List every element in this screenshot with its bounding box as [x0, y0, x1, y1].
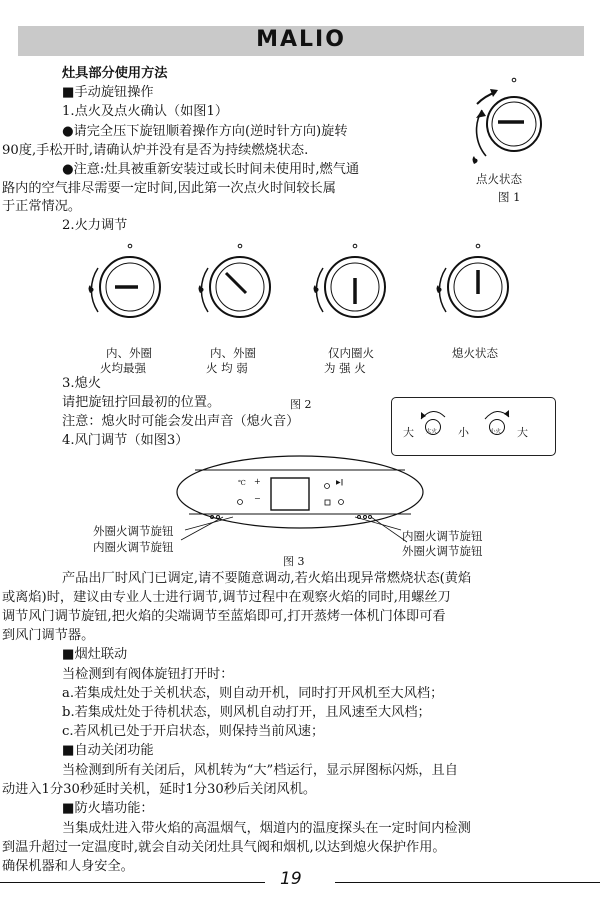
- manual-op-heading: ■手动旋钮操作: [62, 85, 154, 100]
- extinguish-title: 3.熄火: [62, 376, 101, 391]
- fig3-label-right-inner: 内圈火调节旋钮: [402, 529, 483, 543]
- fig3-control-panel: [175, 450, 425, 530]
- firewall-title: ■防火墙功能：: [62, 801, 154, 816]
- fig3-play: ▶‖: [336, 479, 344, 486]
- firewall-text: 当集成灶进入带火焰的高温烟气，烟道内的温度探头在一定时间内检测: [62, 821, 471, 836]
- knob-label: 熄火状态: [452, 346, 498, 360]
- fig2-big-fire: 大火: [426, 429, 438, 435]
- autooff-title: ■自动关闭功能: [62, 743, 154, 758]
- brand-logo: MALIO: [256, 27, 346, 52]
- autooff-text: 当检测到所有关闭后，风机转为“大”档运行，显示屏图标闪烁，且自: [62, 763, 458, 778]
- fig3-label-right-outer: 外圈火调节旋钮: [402, 544, 483, 558]
- fig2-big: 大: [403, 426, 414, 439]
- fig3-plus: +: [254, 477, 261, 486]
- knob-weak: [190, 240, 290, 340]
- knob-label: 内、外圈: [106, 346, 152, 360]
- damper-text: 或离焰)时，建议由专业人士进行调节,调节过程中在观察火焰的同时,用螺丝刀: [2, 590, 451, 605]
- heat-title: 2.火力调节: [62, 218, 128, 233]
- fig1-caption: 图 1: [498, 190, 521, 204]
- fig2-big2: 大: [517, 426, 528, 439]
- note-text: 路内的空气排尽需要一定时间,因此第一次点火时间较长属: [2, 181, 336, 196]
- fig2-small-fire: 小火: [490, 429, 502, 435]
- knob-label: 内、外圈: [210, 346, 256, 360]
- fig2-arrows: [391, 397, 554, 454]
- ignition-text: 90度,手松开时,请确认炉并没有是否为持续燃烧状态.: [2, 143, 309, 158]
- knob-inner-strong: [305, 240, 405, 340]
- page-number: 19: [280, 869, 302, 889]
- section-title: 灶具部分使用方法: [62, 66, 168, 81]
- fig2-small: 小: [458, 426, 469, 439]
- knob-label: 火 均 弱: [206, 361, 248, 375]
- damper-text: 到风门调节器。: [2, 628, 95, 643]
- ignition-title: 1.点火及点火确认（如图1）: [62, 104, 229, 119]
- knob-label: 仅内圈火: [328, 346, 374, 360]
- damper-title: 4.风门调节（如图3）: [62, 433, 189, 448]
- note-text: 于正常情况。: [2, 199, 82, 214]
- fig3-minus: −: [254, 494, 261, 503]
- fig1-state-label: 点火状态: [476, 172, 522, 186]
- footer-rule-right: [335, 882, 600, 883]
- header-bar: [18, 26, 584, 56]
- linkage-intro: 当检测到有阀体旋钮打开时：: [62, 667, 234, 682]
- knob-label: 为 强 火: [324, 361, 366, 375]
- linkage-item-a: a.若集成灶处于关机状态，则自动开机，同时打开风机至大风档；: [62, 686, 444, 701]
- fig3-celsius: ℃: [238, 479, 246, 487]
- extinguish-note: 注意：熄火时可能会发出声音（熄火音）: [62, 414, 300, 429]
- knob-strong: [80, 240, 180, 340]
- footer-rule-left: [0, 882, 265, 883]
- ignition-text: ●请完全压下旋钮顺着操作方向(逆时针方向)旋转: [62, 124, 348, 139]
- firewall-text: 确保机器和人身安全。: [2, 859, 134, 874]
- autooff-text: 动进入1分30秒延时关机，延时1分30秒后关闭风机。: [2, 782, 317, 797]
- note-text: ●注意:灶具被重新安装过或长时间未使用时,燃气通: [62, 162, 360, 177]
- linkage-item-c: c.若风机已处于开启状态，则保持当前风速；: [62, 724, 325, 739]
- damper-text: 调节风门调节旋钮,把火焰的尖端调节至蓝焰即可,打开蒸烤一体机门体即可看: [2, 609, 446, 624]
- fig3-label-left-outer: 外圈火调节旋钮: [93, 524, 174, 538]
- linkage-item-b: b.若集成灶处于待机状态，则风机自动打开，且风速至大风档；: [62, 705, 431, 720]
- knob-label: 火均最强: [100, 361, 146, 375]
- firewall-text: 到温升超过一定温度时,就会自动关闭灶具气阀和烟机,以达到熄火保护作用。: [2, 840, 446, 855]
- knob-off: [428, 240, 528, 340]
- fig3-label-left-inner: 内圈火调节旋钮: [93, 540, 174, 554]
- linkage-title: ■烟灶联动: [62, 647, 128, 662]
- fig3-caption: 图 3: [283, 555, 305, 568]
- fig2-caption: 图 2: [290, 398, 312, 411]
- extinguish-text: 请把旋钮拧回最初的位置。: [62, 395, 221, 410]
- damper-text: 产品出厂时风门已调定,请不要随意调动,若火焰出现异常燃烧状态(黄焰: [62, 571, 472, 586]
- fig1-knob-diagram: [450, 70, 570, 180]
